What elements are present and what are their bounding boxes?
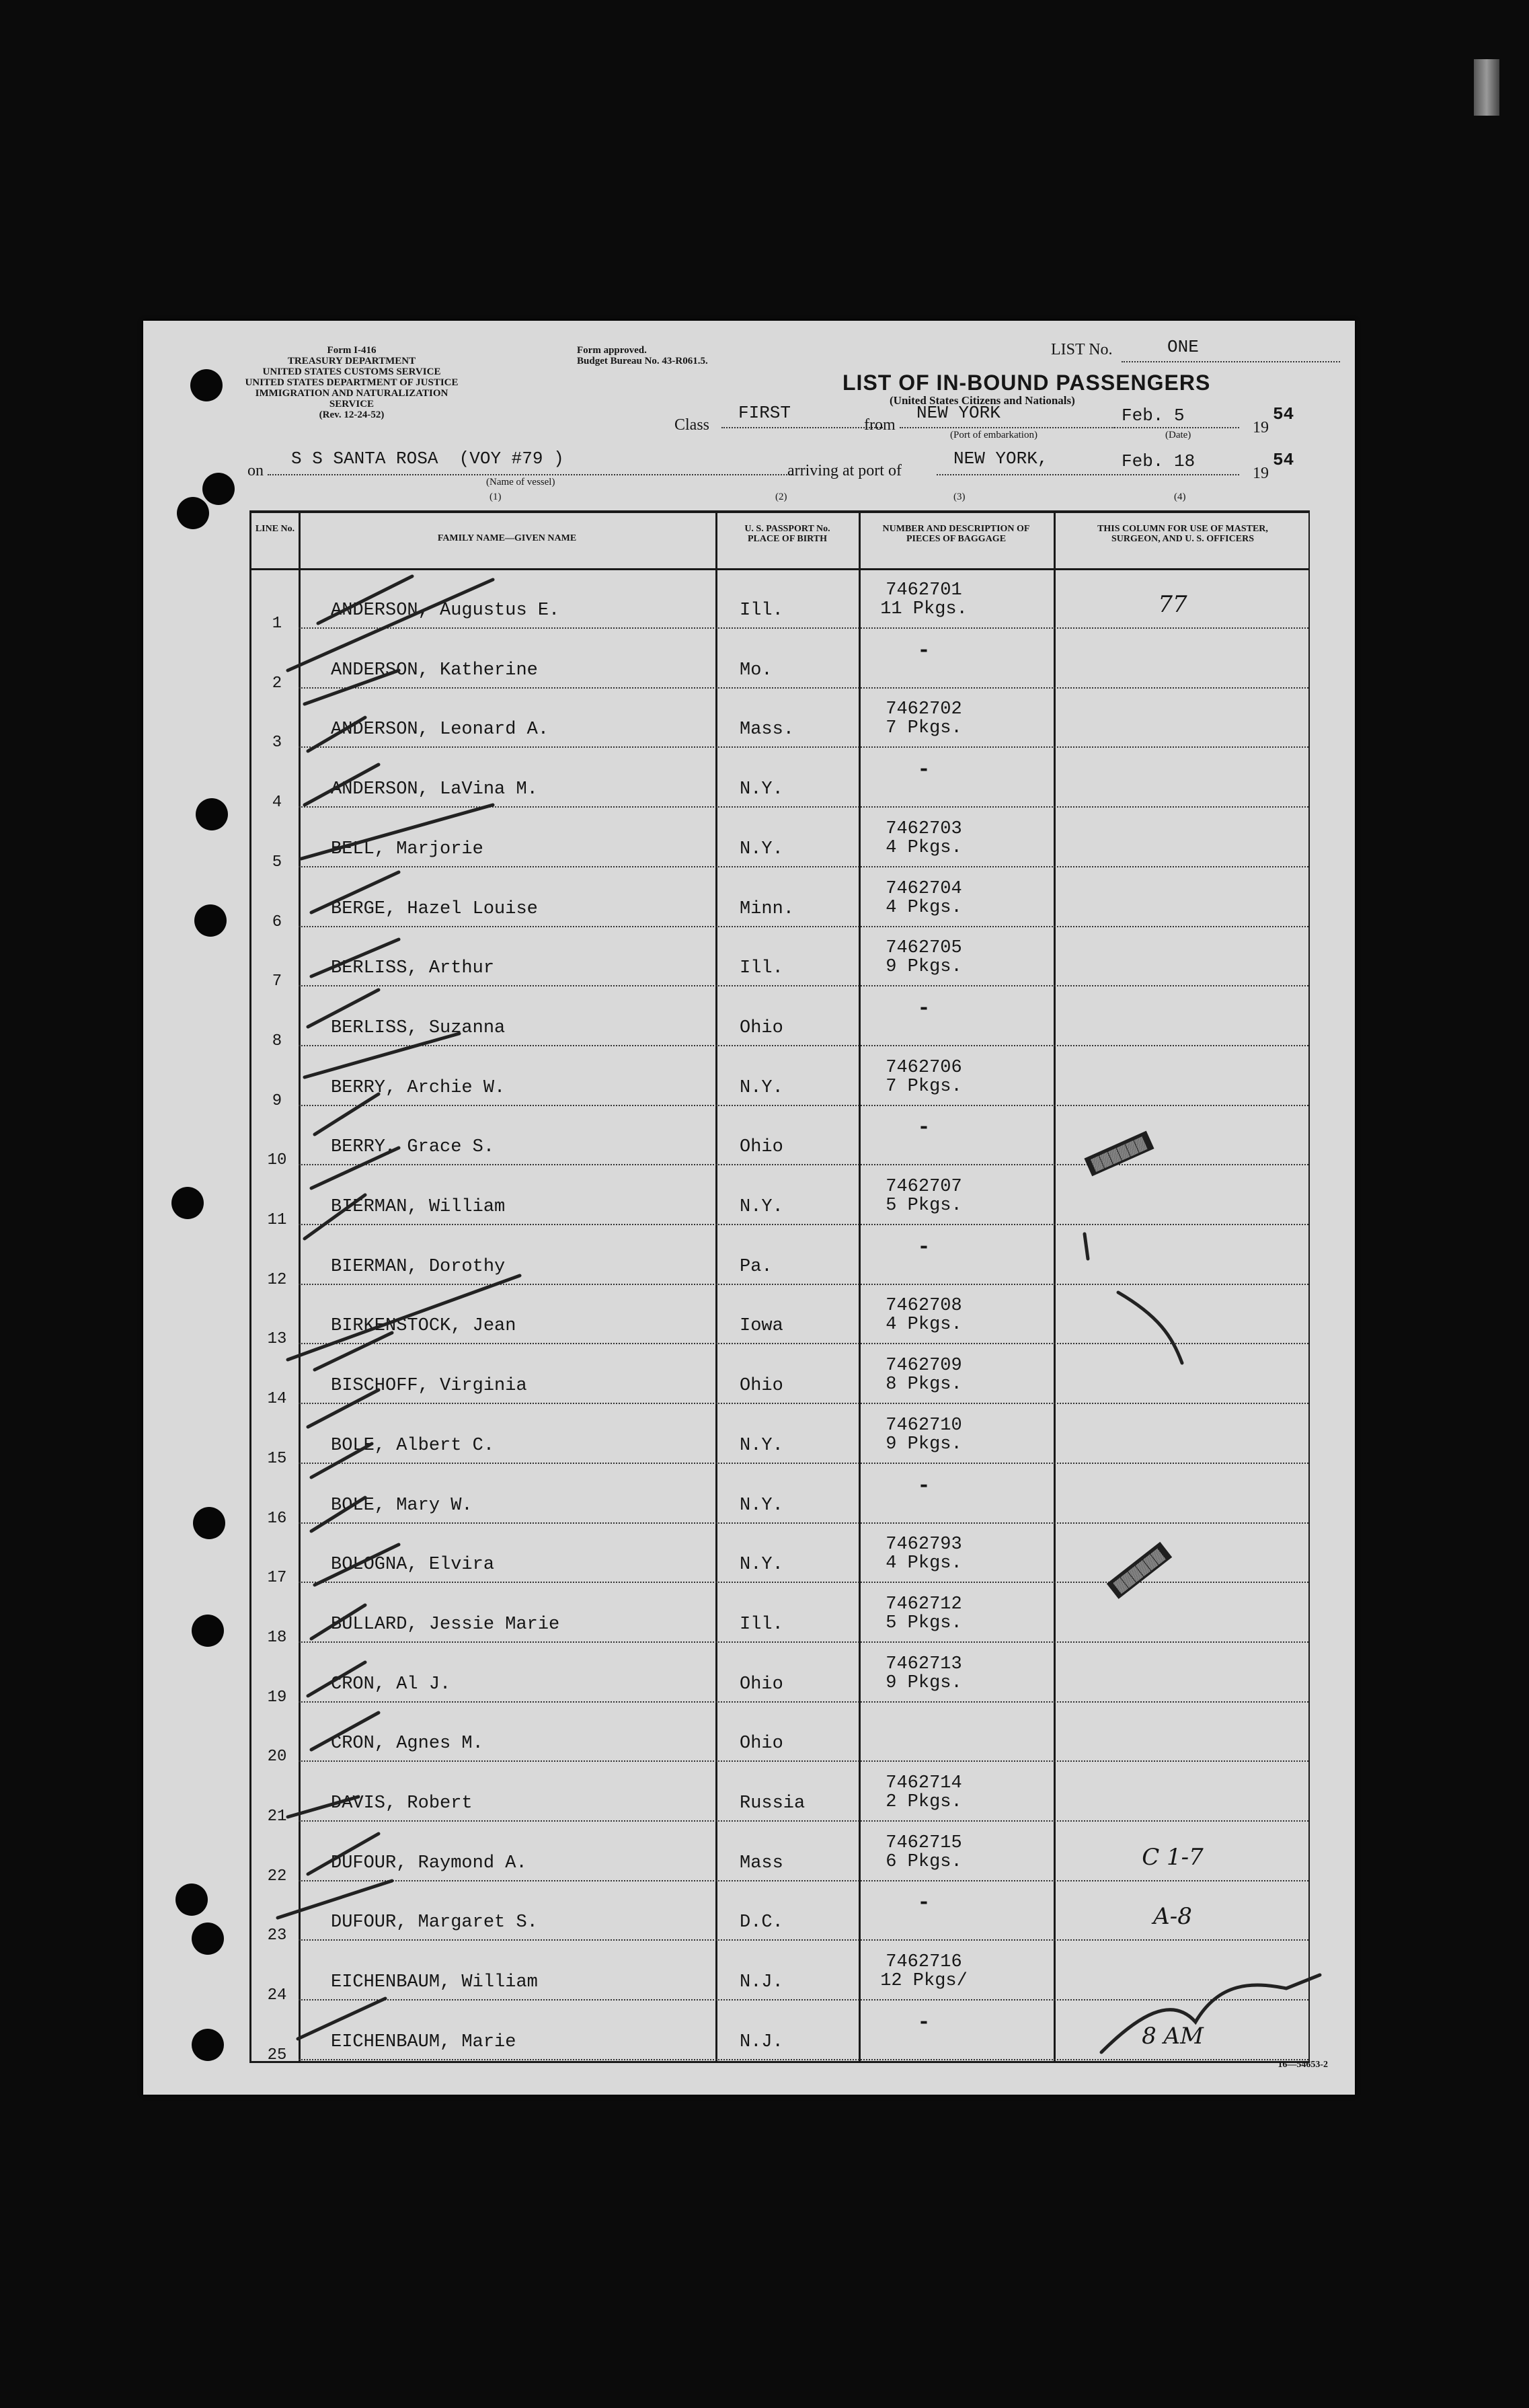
line-number: 9 [272,1091,282,1110]
place-of-birth: Mass. [740,720,795,740]
baggage-number: 7462704 [886,878,962,899]
place-of-birth: Pa. [740,1256,773,1277]
baggage-dash: - [917,1115,931,1140]
baggage-number: 7462701 [886,580,962,600]
baggage-dash: - [917,757,931,783]
passenger-list-page [143,321,1355,2095]
baggage-number: 7462703 [886,818,962,839]
inspection-stamp: ▓▓▓▓▓▓ [1084,1131,1154,1176]
passenger-name: EICHENBAUM, William [331,1972,538,1993]
place-of-birth: Ill. [740,600,783,621]
header-officers: THIS COLUMN FOR USE OF MASTER, SURGEON, AND U. S. OFFICERS [1097,524,1268,544]
officer-notation: A-8 [1153,1903,1192,1931]
baggage-number: 7462705 [886,938,962,959]
embarkation-caption: (Port of embarkation) [950,430,1037,440]
passenger-name: ANDERSON, Leonard A. [331,720,549,740]
line-number: 3 [272,734,282,752]
line-number: 10 [267,1151,287,1170]
handwritten-marks [143,321,1355,2095]
passenger-name: DUFOUR, Margaret S. [331,1912,538,1933]
baggage-pieces: 6 Pkgs. [886,1851,962,1872]
embarkation-port: NEW YORK [916,403,1001,423]
baggage-number: 7462702 [886,699,962,720]
place-of-birth: N.Y. [740,839,783,859]
film-edge-mark [1474,59,1499,116]
place-of-birth: N.Y. [740,1197,783,1217]
baggage-pieces: 2 Pkgs. [886,1792,962,1812]
page-subtitle: (United States Citizens and Nationals) [890,394,1075,407]
list-number-value: ONE [1167,337,1199,357]
baggage-number: 7462708 [886,1296,962,1317]
passenger-name: BIERMAN, William [331,1197,506,1217]
passenger-name: BERRY, Grace S. [331,1137,495,1158]
place-of-birth: Iowa [740,1316,783,1337]
line-number: 20 [267,1748,287,1766]
line-number: 21 [267,1808,287,1826]
line-number: 25 [267,2046,287,2064]
place-of-birth: Ohio [740,1734,783,1754]
baggage-dash: - [917,1890,931,1916]
passenger-name: BULLARD, Jessie Marie [331,1614,560,1635]
passenger-name: DAVIS, Robert [331,1793,473,1814]
place-of-birth: N.Y. [740,779,783,800]
baggage-dash: - [917,995,931,1021]
baggage-pieces: 7 Pkgs. [886,718,962,739]
baggage-pieces: 7 Pkgs. [886,1076,962,1097]
class-value: FIRST [738,403,791,423]
passenger-name: BERGE, Hazel Louise [331,898,538,919]
place-of-birth: N.Y. [740,1495,783,1516]
line-number: 22 [267,1867,287,1886]
line-number: 17 [267,1569,287,1588]
line-number: 24 [267,1986,287,2005]
passenger-name: BIRKENSTOCK, Jean [331,1316,516,1337]
line-number: 1 [272,615,282,633]
baggage-pieces: 5 Pkgs. [886,1613,962,1633]
passenger-name: BISCHOFF, Virginia [331,1376,527,1397]
line-number: 4 [272,793,282,812]
baggage-pieces: 4 Pkgs. [886,897,962,918]
passenger-name: BIERMAN, Dorothy [331,1256,506,1277]
baggage-dash: - [917,1473,931,1498]
officer-notation: 77 [1158,591,1187,618]
on-label: on [247,462,264,479]
passenger-name: ANDERSON, Augustus E. [331,600,560,621]
department-header: Form I-416 TREASURY DEPARTMENT UNITED STATES CUSTOMS SERVICE UNITED STATES DEPARTMENT OF JUSTICE IMMIGRATION AND NATURALIZATION SERVICE (Rev. 12-24-52) [245,345,459,420]
passenger-name: BERLISS, Suzanna [331,1017,506,1038]
year-prefix: 19 [1253,465,1269,482]
departure-year: 54 [1273,404,1294,424]
baggage-number: 7462712 [886,1594,962,1615]
baggage-pieces: 4 Pkgs. [886,1315,962,1335]
passenger-name: BOLE, Mary W. [331,1495,473,1516]
place-of-birth: D.C. [740,1912,783,1933]
passenger-name: BERRY, Archie W. [331,1077,506,1098]
from-label: from [864,416,896,434]
passenger-name: ANDERSON, Katherine [331,660,538,681]
baggage-pieces: 12 Pkgs/ [880,1971,968,1992]
baggage-number: 7462706 [886,1057,962,1078]
baggage-number: 7462716 [886,1952,962,1973]
line-number: 6 [272,912,282,931]
place-of-birth: Ohio [740,1376,783,1397]
baggage-dash: - [917,1234,931,1259]
column-number-1: (1) [489,492,502,502]
line-number: 7 [272,972,282,991]
baggage-pieces: 9 Pkgs. [886,1434,962,1454]
place-of-birth: Ill. [740,958,783,979]
vessel-name: S S SANTA ROSA (VOY #79 ) [291,449,564,469]
baggage-pieces: 5 Pkgs. [886,1196,962,1216]
date-caption: (Date) [1165,430,1191,440]
line-number: 14 [267,1390,287,1409]
place-of-birth: N.J. [740,2031,783,2052]
baggage-number: 7462709 [886,1356,962,1376]
officer-notation: 8 AM [1142,2022,1204,2050]
year-prefix: 19 [1253,419,1269,436]
vessel-caption: (Name of vessel) [486,477,555,488]
passenger-name: BOLE, Albert C. [331,1435,495,1456]
place-of-birth: Ill. [740,1614,783,1635]
place-of-birth: Mass [740,1853,783,1873]
baggage-dash: - [917,637,931,663]
place-of-birth: Ohio [740,1137,783,1158]
baggage-number: 7462707 [886,1177,962,1197]
place-of-birth: Minn. [740,898,795,919]
place-of-birth: Russia [740,1793,806,1814]
baggage-number: 7462793 [886,1535,962,1555]
departure-date: Feb. 5 [1122,405,1185,426]
baggage-number: 7462715 [886,1832,962,1853]
passenger-name: ANDERSON, LaVina M. [331,779,538,800]
place-of-birth: Ohio [740,1017,783,1038]
list-number-label: LIST No. [1051,341,1113,358]
passenger-name: CRON, Al J. [331,1674,451,1695]
column-number-4: (4) [1174,492,1186,502]
column-number-3: (3) [953,492,966,502]
passenger-name: BOLOGNA, Elvira [331,1555,495,1576]
passenger-name: EICHENBAUM, Marie [331,2031,516,2052]
line-number: 5 [272,853,282,871]
page-title: LIST OF IN-BOUND PASSENGERS [842,371,1211,395]
baggage-pieces: 4 Pkgs. [886,1553,962,1574]
place-of-birth: Mo. [740,660,773,681]
approval-note: Form approved. Budget Bureau No. 43-R061.5. [577,345,708,366]
baggage-number: 7462713 [886,1654,962,1674]
line-number: 8 [272,1032,282,1050]
header-line-no: LINE No. [255,524,295,534]
line-number: 13 [267,1330,287,1349]
passenger-name: BELL, Marjorie [331,839,483,859]
baggage-pieces: 9 Pkgs. [886,957,962,978]
passenger-name: DUFOUR, Raymond A. [331,1853,527,1873]
officer-notation: C 1-7 [1142,1843,1204,1871]
arrival-date: Feb. 18 [1122,451,1195,471]
arrival-year: 54 [1273,450,1294,470]
line-number: 16 [267,1509,287,1528]
line-number: 23 [267,1927,287,1945]
line-number: 19 [267,1688,287,1707]
arriving-label: arriving at port of [787,462,902,479]
place-of-birth: N.Y. [740,1435,783,1456]
line-number: 15 [267,1449,287,1468]
line-number: 12 [267,1270,287,1289]
line-number: 11 [267,1211,287,1229]
header-passport: U. S. PASSPORT No. PLACE OF BIRTH [744,524,830,544]
passenger-name: BERLISS, Arthur [331,958,495,979]
baggage-pieces: 9 Pkgs. [886,1672,962,1693]
form-code: 16—54653-2 [1278,2060,1328,2070]
arrival-port: NEW YORK, [953,449,1048,469]
baggage-number: 7462714 [886,1773,962,1793]
column-number-2: (2) [775,492,787,502]
baggage-pieces: 4 Pkgs. [886,837,962,858]
passenger-name: CRON, Agnes M. [331,1734,483,1754]
baggage-pieces: 11 Pkgs. [880,599,968,619]
baggage-number: 7462710 [886,1415,962,1436]
inspection-stamp: ▓▓▓▓▓▓ [1107,1542,1172,1599]
place-of-birth: Ohio [740,1674,783,1695]
line-number: 2 [272,674,282,693]
header-baggage: NUMBER AND DESCRIPTION OF PIECES OF BAGGAGE [882,524,1030,544]
baggage-pieces: 8 Pkgs. [886,1374,962,1395]
place-of-birth: N.Y. [740,1555,783,1576]
place-of-birth: N.J. [740,1972,783,1993]
class-label: Class [674,416,710,434]
header-name: FAMILY NAME—GIVEN NAME [437,533,577,543]
place-of-birth: N.Y. [740,1077,783,1098]
line-number: 18 [267,1628,287,1647]
baggage-dash: - [917,2009,931,2035]
